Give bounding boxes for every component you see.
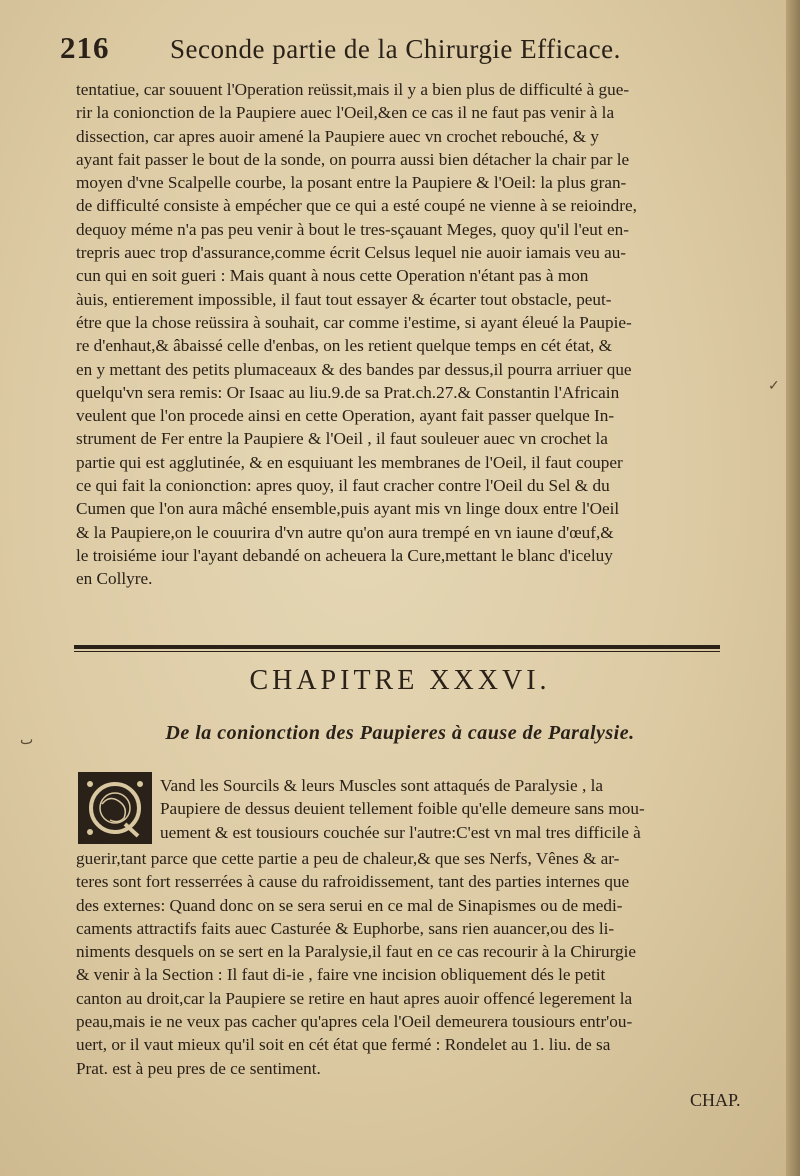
paragraph-opening [160, 774, 760, 844]
text-line: veulent que l'on procede ainsi en cette Operation, ayant fait passer quelque In- [76, 406, 615, 426]
page-number: 216 [60, 30, 110, 65]
page-edge [786, 0, 800, 1176]
text-line: étre que la chose reüssira à souhait, car comme i'estime, si ayant éleué la Paupie- [76, 312, 632, 332]
text-line: ce qui fait la conionction: apres quoy, il faut cracher contre l'Oeil du Sel & du [76, 476, 610, 496]
paragraph-body [76, 847, 760, 1080]
text-line: partie qui est agglutinée, & en esquiuant les membranes de l'Oeil, il faut couper [76, 452, 623, 472]
text-line: uert, or il vaut mieux qu'il soit en cét état que fermé : Rondelet au 1. liu. de sa [76, 1035, 611, 1055]
text-line: dissection, car apres auoir amené la Paupiere auec vn crochet rebouché, & y [76, 126, 600, 146]
text-line: re d'enhaut,& âbaissé celle d'enbas, on les retient quelque temps en cét état, & [76, 336, 612, 356]
text-line: niments desquels on se sert en la Paralysie,il faut en ce cas recourir à la Chirurgie [76, 942, 636, 962]
text-line: en y mettant des petits plumaceaux & des bandes par dessus,il pourra arriuer que [76, 359, 632, 379]
text-line: de difficulté consiste à empécher que ce qui a esté coupé ne vienne à se reioindre, [76, 196, 637, 216]
text-line: tentatiue, car souuent l'Operation reüssit,mais il y a bien plus de difficulté à gue- [76, 80, 630, 99]
text-line: teres sont fort resserrées à cause du rafroidissement, tant des parties internes que [76, 872, 630, 892]
text-line: uement & est tousiours couchée sur l'autre:C'est vn mal tres difficile à [160, 822, 641, 842]
text-line: le troisiéme iour l'ayant debandé on acheuera la Cure,mettant le blanc d'iceluy [76, 545, 613, 565]
text-line: guerir,tant parce que cette partie a peu de chaleur,& que ses Nerfs, Vênes & ar- [76, 849, 620, 868]
page-header [60, 30, 720, 76]
text-line: moyen d'vne Scalpelle courbe, la posant entre la Paupiere & l'Oeil: la plus gran- [76, 173, 627, 193]
text-line: des externes: Quand donc on se sera serui en ce mal de Sinapismes ou de medi- [76, 895, 623, 915]
text-line: trepris auec trop d'assurance,comme écrit Celsus lequel nie auoir iamais veu au- [76, 243, 627, 263]
text-line: en Collyre. [76, 569, 153, 589]
text-line: caments attractifs faits auec Casturée & Euphorbe, sans rien auancer,ou des li- [76, 918, 615, 938]
text-line: àuis, entierement impossible, il faut tout essayer & écarter tout obstacle, peut- [76, 289, 612, 309]
ornamental-initial-q-icon [78, 772, 152, 844]
text-line: Paupiere de dessus deuient tellement foible qu'elle demeure sans mou- [160, 799, 645, 819]
ornamental-initial-graphic [80, 774, 150, 842]
catchword: CHAP. [690, 1090, 741, 1110]
text-line: Cumen que l'on aura mâché ensemble,puis ayant mis vn linge doux entre l'Oeil [76, 499, 620, 519]
text-line: rir la conionction de la Paupiere auec l'Oeil,&en ce cas il ne faut pas venir à la [76, 103, 615, 123]
section-divider-rule [74, 645, 720, 649]
text-line: quelqu'vn sera remis: Or Isaac au liu.9.de sa Prat.ch.27.& Constantin l'Africain [76, 382, 620, 402]
text-line: & venir à la Section : Il faut di-ie , faire vne incision obliquement dés le petit [76, 965, 606, 985]
text-line: ayant fait passer le bout de la sonde, on pourra aussi bien détacher la chair par le [76, 149, 630, 169]
chapter-title: CHAPITRE XXXVI. [249, 665, 551, 696]
text-line: Prat. est à peu pres de ce sentiment. [76, 1058, 321, 1078]
paragraph-continuation [76, 78, 756, 591]
text-line: & la Paupiere,on le couurira d'vn autre qu'on aura trempé en vn iaune d'œuf,& [76, 522, 614, 542]
running-head: Seconde partie de la Chirurgie Efficace. [170, 34, 621, 64]
text-line: canton au droit,car la Paupiere se retire en haut apres auoir offencé legerement la [76, 988, 633, 1008]
text-line: peau,mais ie ne veux pas cacher qu'apres cela l'Oeil demeurera tousiours entr'ou- [76, 1012, 633, 1032]
margin-mark: ✓ [768, 378, 780, 394]
margin-mark: ٮ [20, 732, 34, 748]
text-line: dequoy méme n'a pas peu venir à bout le tres-sçauant Meges, quoy qu'il l'eut en- [76, 219, 629, 239]
text-line: cun qui en soit gueri : Mais quant à nous cette Operation n'étant pas à mon [76, 266, 589, 286]
text-line: Vand les Sourcils & leurs Muscles sont attaqués de Paralysie , la [160, 776, 603, 795]
text-line: strument de Fer entre la Paupiere & l'Oeil , il faut souleuer auec vn crochet la [76, 429, 608, 449]
chapter-subtitle: De la conionction des Paupieres à cause de Paralysie. [165, 722, 635, 744]
